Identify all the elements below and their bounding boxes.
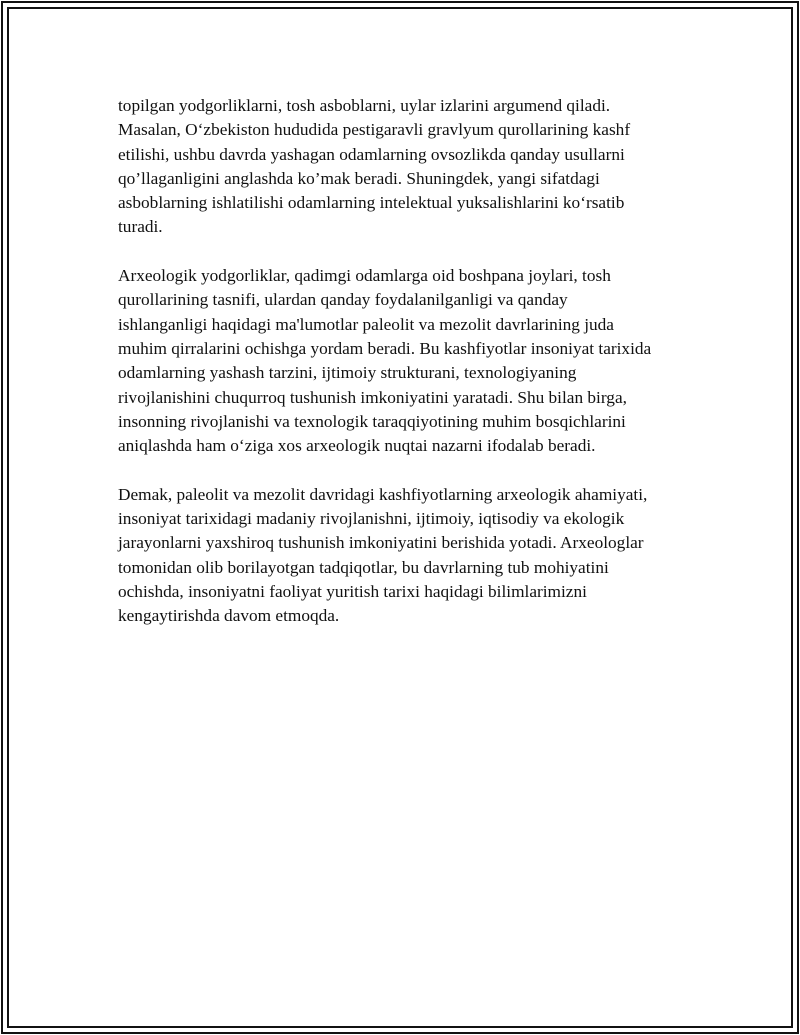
text-line: Masalan, O‘zbekiston hududida pestigaravli gravlyum qurollarining kashf — [118, 120, 631, 140]
text-line: turadi. — [118, 217, 163, 237]
text-line: tomonidan olib borilayotgan tadqiqotlar, bu davrlarning tub mohiyatini — [118, 557, 609, 577]
paragraph-1 — [118, 94, 698, 240]
text-line: asboblarning ishlatilishi odamlarning intelektual yuksalishlarini ko‘rsatib — [118, 193, 625, 213]
text-line: qurollarining tasnifi, ulardan qanday foydalanilganligi va qanday — [118, 290, 568, 310]
text-line: odamlarning yashash tarzini, ijtimoiy strukturani, texnologiyaning — [118, 363, 577, 383]
text-line: ochishda, insoniyatni faoliyat yuritish tarixi haqidagi bilimlarimizni — [118, 581, 587, 601]
text-line: qo’llaganligini anglashda ko’mak beradi. Shuningdek, yangi sifatdagi — [118, 168, 600, 188]
text-line: insonning rivojlanishi va texnologik taraqqiyotining muhim bosqichlarini — [118, 411, 626, 431]
text-line: Demak, paleolit va mezolit davridagi kashfiyotlarning arxeologik ahamiyati, — [118, 484, 648, 504]
document-body — [118, 94, 698, 653]
paragraph-2 — [118, 264, 698, 458]
text-line: etilishi, ushbu davrda yashagan odamlarning ovsozlikda qanday usullarni — [118, 144, 625, 164]
text-line: jarayonlarni yaxshiroq tushunish imkoniyatini berishida yotadi. Arxeologlar — [118, 533, 644, 553]
text-line: muhim qirralarini ochishga yordam beradi. Bu kashfiyotlar insoniyat tarixida — [118, 338, 652, 358]
paragraph-3 — [118, 483, 698, 629]
text-line: rivojlanishini chuqurroq tushunish imkoniyatini yaratadi. Shu bilan birga, — [118, 387, 627, 407]
text-line: insoniyat tarixidagi madaniy rivojlanishni, ijtimoiy, iqtisodiy va ekologik — [118, 509, 625, 529]
text-line: topilgan yodgorliklarni, tosh asboblarni, uylar izlarini argumend qiladi. — [118, 96, 611, 115]
text-line: ishlanganligi haqidagi ma'lumotlar paleolit va mezolit davrlarining juda — [118, 314, 614, 334]
text-line: kengaytirishda davom etmoqda. — [118, 606, 340, 626]
text-line: aniqlashda ham o‘ziga xos arxeologik nuqtai nazarni ifodalab beradi. — [118, 436, 596, 456]
text-line: Arxeologik yodgorliklar, qadimgi odamlarga oid boshpana joylari, tosh — [118, 266, 611, 286]
